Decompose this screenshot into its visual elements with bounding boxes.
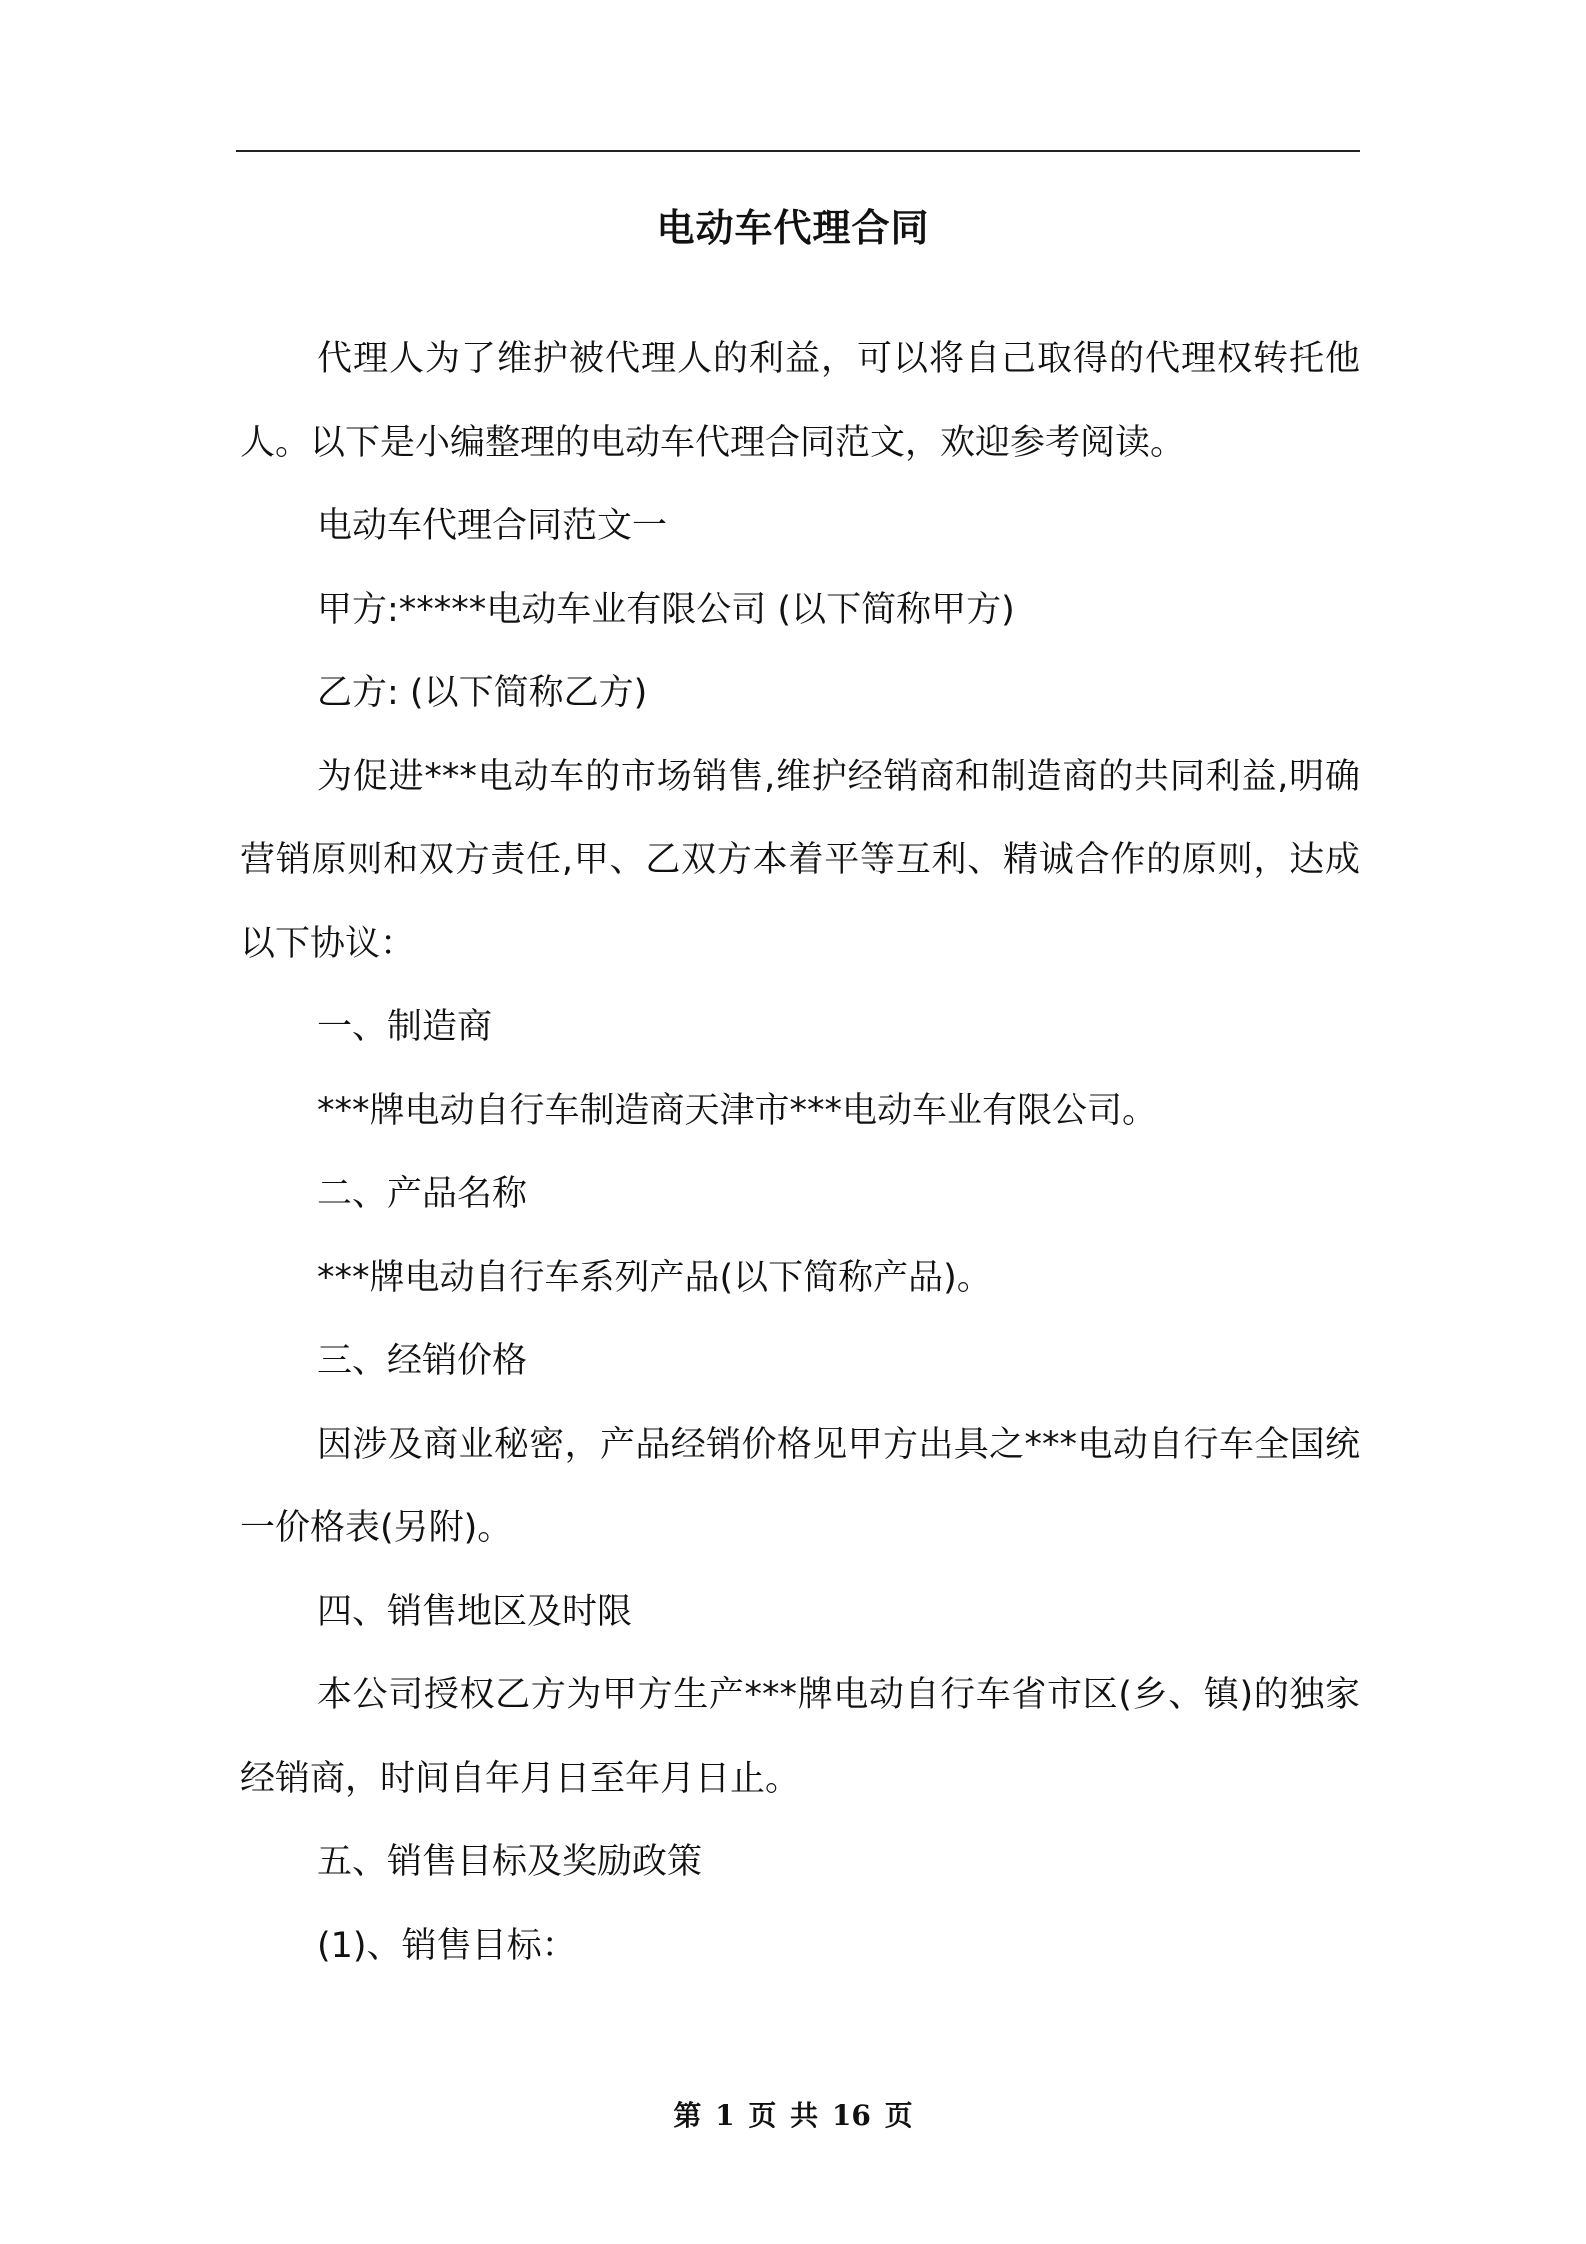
document-title: 电动车代理合同 bbox=[656, 206, 930, 250]
paragraph-product-name: ***牌电动自行车系列产品(以下简称产品)。 bbox=[317, 1257, 992, 1298]
section-heading-region: 四、销售地区及时限 bbox=[317, 1591, 633, 1632]
section-heading-product-name: 二、产品名称 bbox=[317, 1174, 528, 1214]
paragraph-intro: 代理人为了维护被代理人的利益，可以将自己取得的代理权转托他人。以下是小编整理的电动车代理合同范文，欢迎参考阅读。 bbox=[240, 339, 1360, 463]
paragraph-party-b: 乙方: (以下简称乙方) bbox=[317, 673, 648, 713]
paragraph-sample-heading: 电动车代理合同范文一 bbox=[317, 506, 668, 546]
paragraph-manufacturer: ***牌电动自行车制造商天津市***电动车业有限公司。 bbox=[317, 1090, 1158, 1131]
document-body bbox=[240, 318, 1360, 1988]
paragraph-party-a: 甲方:*****电动车业有限公司 (以下简称甲方) bbox=[317, 589, 1015, 630]
header-rule bbox=[236, 150, 1360, 152]
paragraph-preamble: 为促进***电动车的市场销售,维护经销商和制造商的共同利益,明确营销原则和双方责任,甲、乙双方本着平等互利、精诚合作的原则，达成以下协议： bbox=[240, 756, 1360, 964]
paragraph-price: 因涉及商业秘密，产品经销价格见甲方出具之***电动自行车全国统一价格表(另附)。 bbox=[240, 1424, 1360, 1548]
page-footer: 第 1 页 共 16 页 bbox=[673, 2099, 913, 2132]
paragraph-sales-target: (1)、销售目标： bbox=[317, 1925, 577, 1966]
section-heading-manufacturer: 一、制造商 bbox=[317, 1007, 493, 1047]
section-heading-price: 三、经销价格 bbox=[317, 1341, 528, 1381]
section-heading-targets: 五、销售目标及奖励政策 bbox=[317, 1842, 703, 1882]
paragraph-region: 本公司授权乙方为甲方生产***牌电动自行车省市区(乡、镇)的独家经销商，时间自年月日至年月日止。 bbox=[240, 1675, 1360, 1799]
